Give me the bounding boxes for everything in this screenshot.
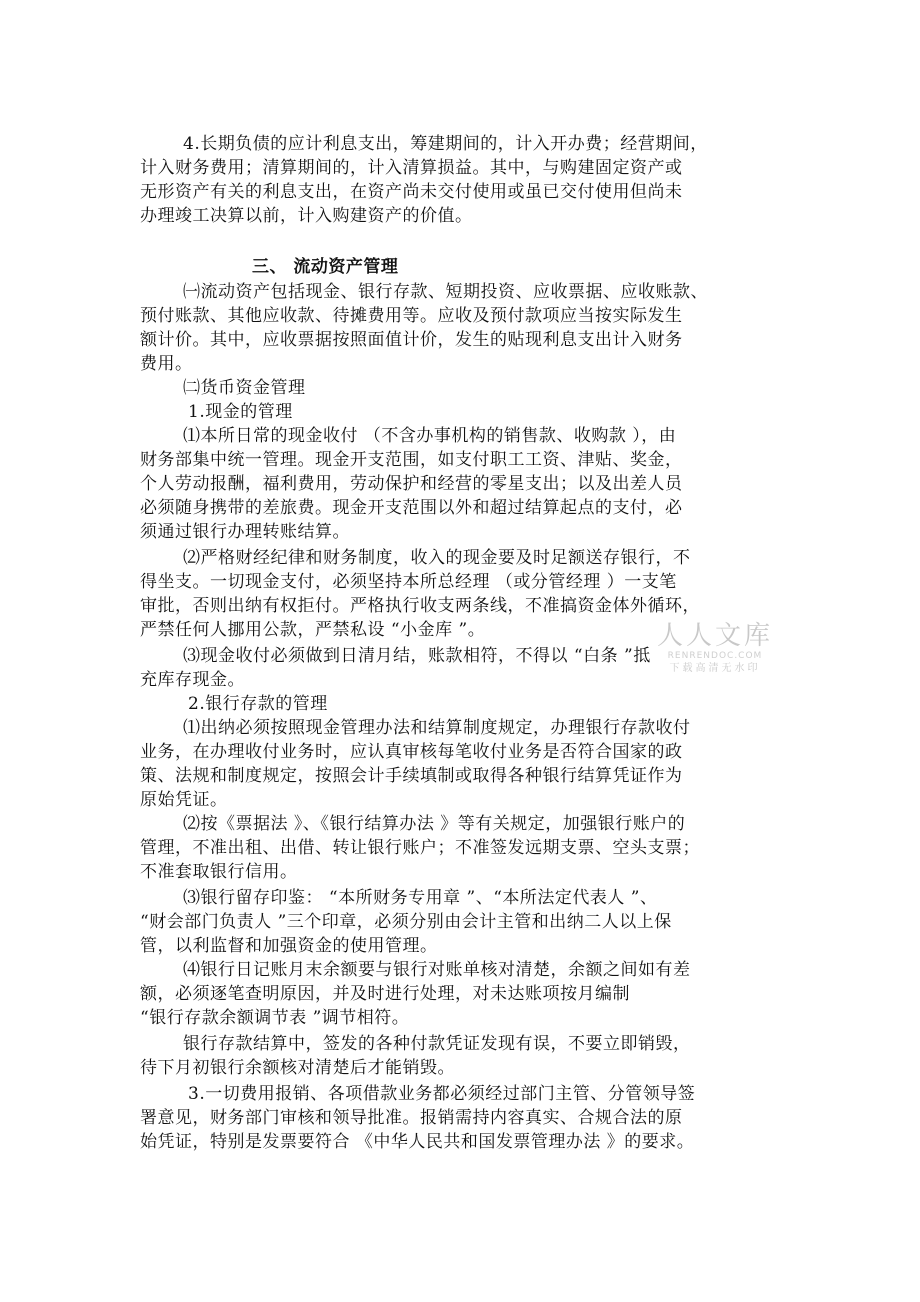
text-line: “银行存款余额调节表 ”调节相符。	[140, 1008, 410, 1028]
text-line: 充库存现金。	[140, 670, 245, 690]
text-line: 办理竣工决算以前，计入购建资产的价值。	[140, 206, 473, 226]
text-line: 不准套取银行信用。	[140, 862, 298, 882]
watermark-title: 人人文库	[656, 621, 773, 651]
watermark-url: RENRENDOC.COM	[667, 651, 763, 661]
text-line: ⑴出纳必须按照现金管理办法和结算制度规定，办理银行存款收付	[183, 718, 691, 738]
text-line: 无形资产有关的利息支出，在资产尚未交付使用或虽已交付使用但尚未	[140, 182, 683, 202]
text-line: 银行存款结算中，签发的各种付款凭证发现有误，不要立即销毁，	[183, 1034, 691, 1054]
text-line: 严禁任何人挪用公款，严禁私设 “小金库 ”。	[140, 620, 486, 640]
subsection-heading: 2.银行存款的管理	[188, 694, 328, 714]
text-line: ⑵严格财经纪律和财务制度，收入的现金要及时足额送存银行，不	[183, 548, 691, 568]
text-line: ⑵按《票据法 》、《银行结算办法 》等有关规定，加强银行账户的	[183, 814, 686, 834]
text-line: 4.长期负债的应计利息支出，筹建期间的，计入开办费；经营期间，	[183, 134, 708, 154]
text-line: 署意见，财务部门审核和领导批准。报销需持内容真实、合规合法的原	[140, 1108, 683, 1128]
watermark-subtitle: 下载高清无水印	[669, 663, 761, 674]
text-line: 待下月初银行余额核对清楚后才能销毁。	[140, 1058, 455, 1078]
text-line: 费用。	[140, 354, 193, 374]
text-line: 得坐支。一切现金支付，必须坚持本所总经理 （或分管经理 ）一支笔	[140, 572, 677, 592]
text-line: ⑶现金收付必须做到日清月结，账款相符，不得以 “白条 ”抵	[183, 646, 651, 666]
section-heading: 三、 流动资产管理	[252, 257, 399, 277]
subsection-heading: 1.现金的管理	[188, 402, 293, 422]
text-line: “财会部门负责人 ”三个印章，必须分别由会计主管和出纳二人以上保	[140, 912, 672, 932]
text-line: 管理，不准出租、出借、转让银行账户；不准签发远期支票、空头支票；	[140, 838, 700, 858]
text-line: 始凭证，特别是发票要符合 《中华人民共和国发票管理办法 》的要求。	[140, 1132, 695, 1152]
text-line: 预付账款、其他应收款、待摊费用等。应收及预付款项应当按实际发生	[140, 306, 683, 326]
text-line: ⑶银行留存印鉴： “本所财务专用章 ”、“本所法定代表人 ”、	[183, 888, 658, 908]
text-line: 业务，在办理收付业务时，应认真审核每笔收付业务是否符合国家的政	[140, 742, 683, 762]
text-line: 须通过银行办理转账结算。	[140, 522, 350, 542]
text-line: 财务部集中统一管理。现金开支范围，如支付职工工资、津贴、奖金，	[140, 450, 683, 470]
text-line: 审批，否则出纳有权拒付。严格执行收支两条线，不准搞资金体外循环，	[140, 596, 700, 616]
watermark	[650, 622, 780, 676]
text-line: 策、法规和制度规定，按照会计手续填制或取得各种银行结算凭证作为	[140, 766, 683, 786]
text-line: 管，以利监督和加强资金的使用管理。	[140, 936, 438, 956]
subsection-heading: ㈡货币资金管理	[183, 378, 306, 398]
text-line: 3.一切费用报销、各项借款业务都必须经过部门主管、分管领导签	[188, 1084, 696, 1104]
text-line: 原始凭证。	[140, 790, 228, 810]
text-line: ⑷银行日记账月末余额要与银行对账单核对清楚，余额之间如有差	[183, 960, 691, 980]
text-line: 必须随身携带的差旅费。现金开支范围以外和超过结算起点的支付，必	[140, 498, 683, 518]
text-line: ⑴本所日常的现金收付 （不含办事机构的销售款、收购款 ），由	[183, 426, 677, 446]
text-line: 计入财务费用；清算期间的，计入清算损益。其中，与购建固定资产或	[140, 158, 683, 178]
text-line: 个人劳动报酬，福利费用，劳动保护和经营的零星支出；以及出差人员	[140, 474, 683, 494]
text-line: 额计价。其中，应收票据按照面值计价，发生的贴现利息支出计入财务	[140, 330, 683, 350]
text-line: ㈠流动资产包括现金、银行存款、短期投资、应收票据、应收账款、	[183, 282, 708, 302]
text-line: 额，必须逐笔查明原因，并及时进行处理，对未达账项按月编制	[140, 984, 630, 1004]
